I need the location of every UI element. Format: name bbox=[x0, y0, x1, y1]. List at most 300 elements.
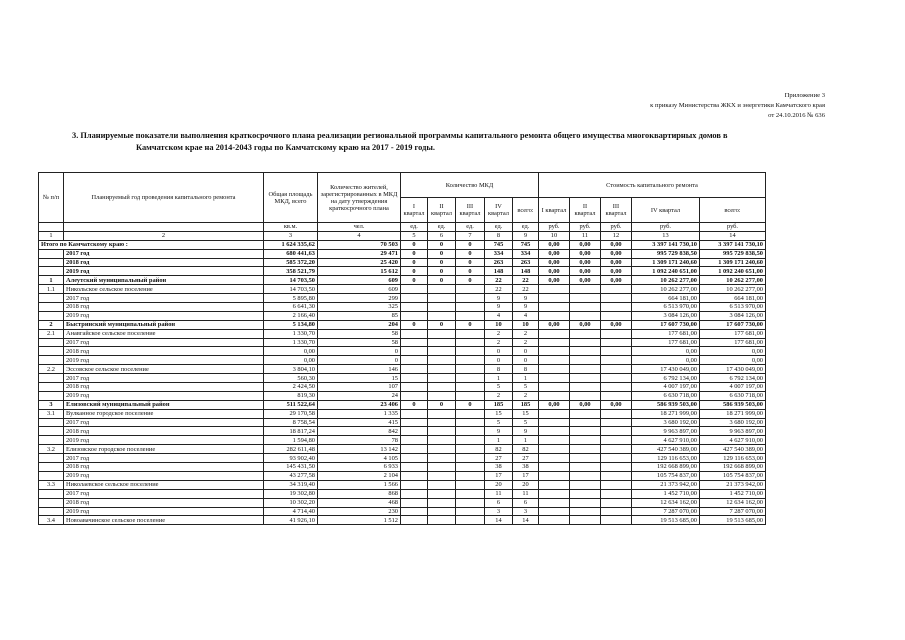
table-cell: 0 bbox=[513, 356, 539, 365]
table-cell: 4 bbox=[513, 311, 539, 320]
table-cell: 78 bbox=[318, 436, 401, 445]
table-cell bbox=[601, 480, 632, 489]
table-cell: 145 431,50 bbox=[264, 463, 318, 472]
table-cell: 105 754 837,00 bbox=[700, 471, 766, 480]
table-cell: 58 bbox=[318, 329, 401, 338]
table-cell bbox=[456, 489, 485, 498]
table-cell: 10 bbox=[485, 320, 513, 329]
table-row bbox=[39, 294, 766, 303]
table-cell: 0 bbox=[401, 267, 428, 276]
table-cell: 22 bbox=[513, 276, 539, 285]
table-cell bbox=[39, 471, 64, 480]
table-cell bbox=[456, 418, 485, 427]
table-cell: 609 bbox=[318, 285, 401, 294]
table-cell: 3 680 192,00 bbox=[700, 418, 766, 427]
approval-line-3: от 24.10.2016 № 636 bbox=[768, 112, 825, 119]
table-cell: 2018 год bbox=[64, 258, 264, 267]
table-cell: Быстринский муниципальный район bbox=[64, 320, 264, 329]
table-cell: 2019 год bbox=[64, 267, 264, 276]
table-cell bbox=[601, 516, 632, 525]
table-cell bbox=[401, 374, 428, 383]
header-cost-total: всего: bbox=[700, 198, 766, 223]
table-cell bbox=[539, 418, 570, 427]
table-cell: 0 bbox=[485, 356, 513, 365]
header-cost-q1: I квартал bbox=[539, 198, 570, 223]
table-cell: 745 bbox=[513, 240, 539, 249]
table-cell bbox=[39, 427, 64, 436]
table-cell bbox=[428, 409, 456, 418]
table-cell bbox=[428, 463, 456, 472]
table-cell: кв.м. bbox=[264, 223, 318, 232]
table-cell: 0 bbox=[401, 400, 428, 409]
table-cell bbox=[428, 338, 456, 347]
table-cell: 2.2 bbox=[39, 365, 64, 374]
table-cell: 680 441,63 bbox=[264, 249, 318, 258]
table-cell: 18 271 999,00 bbox=[632, 409, 700, 418]
table-cell: 29 170,58 bbox=[264, 409, 318, 418]
table-cell bbox=[428, 311, 456, 320]
table-cell bbox=[570, 418, 601, 427]
table-cell bbox=[539, 391, 570, 400]
table-cell: 12 634 162,00 bbox=[700, 498, 766, 507]
table-row bbox=[39, 445, 766, 454]
table-cell: 334 bbox=[485, 249, 513, 258]
table-cell bbox=[570, 374, 601, 383]
table-cell bbox=[601, 436, 632, 445]
table-cell bbox=[39, 267, 64, 276]
table-cell: 2 bbox=[485, 338, 513, 347]
table-cell: 177 681,00 bbox=[700, 338, 766, 347]
table-cell: 82 bbox=[513, 445, 539, 454]
table-cell: 12 634 162,00 bbox=[632, 498, 700, 507]
table-cell: 0 bbox=[401, 276, 428, 285]
table-cell bbox=[428, 383, 456, 392]
table-cell: 18 271 999,00 bbox=[700, 409, 766, 418]
table-cell: 2 bbox=[39, 320, 64, 329]
table-cell: 9 bbox=[513, 231, 539, 240]
table-cell: 10 bbox=[513, 320, 539, 329]
table-cell: руб. bbox=[632, 223, 700, 232]
document-title bbox=[72, 130, 832, 154]
table-cell bbox=[428, 507, 456, 516]
table-cell bbox=[601, 489, 632, 498]
table-cell bbox=[401, 383, 428, 392]
table-cell bbox=[539, 516, 570, 525]
table-cell bbox=[428, 391, 456, 400]
table-cell: 6 513 970,00 bbox=[632, 303, 700, 312]
table-cell bbox=[401, 498, 428, 507]
table-cell: 664 181,00 bbox=[632, 294, 700, 303]
table-cell: 1.1 bbox=[39, 285, 64, 294]
table-cell bbox=[401, 329, 428, 338]
table-cell bbox=[456, 329, 485, 338]
table-cell: 9 bbox=[485, 427, 513, 436]
table-cell bbox=[401, 480, 428, 489]
table-cell bbox=[401, 471, 428, 480]
table-cell: 19 513 685,00 bbox=[632, 516, 700, 525]
table-row bbox=[39, 516, 766, 525]
table-cell: 0 bbox=[401, 258, 428, 267]
table-cell: 14 bbox=[700, 231, 766, 240]
table-cell: 17 bbox=[485, 471, 513, 480]
table-cell: 3 bbox=[485, 507, 513, 516]
table-cell bbox=[456, 480, 485, 489]
table-cell: 0,00 bbox=[539, 276, 570, 285]
table-cell: 230 bbox=[318, 507, 401, 516]
table-cell: 107 bbox=[318, 383, 401, 392]
table-cell: 148 bbox=[513, 267, 539, 276]
header-q4: IV квартал bbox=[485, 198, 513, 223]
table-cell: 9 963 897,00 bbox=[632, 427, 700, 436]
table-cell: 22 bbox=[513, 285, 539, 294]
table-cell bbox=[456, 427, 485, 436]
table-row bbox=[39, 400, 766, 409]
table-cell bbox=[401, 356, 428, 365]
table-cell: 8 bbox=[513, 365, 539, 374]
table-cell bbox=[539, 356, 570, 365]
table-cell bbox=[539, 409, 570, 418]
table-cell bbox=[428, 516, 456, 525]
table-cell: 9 bbox=[513, 303, 539, 312]
table-cell: 0,00 bbox=[632, 356, 700, 365]
table-cell: 2 bbox=[513, 391, 539, 400]
table-cell bbox=[539, 498, 570, 507]
table-cell: 0 bbox=[456, 258, 485, 267]
table-cell bbox=[39, 258, 64, 267]
table-cell: 2017 год bbox=[64, 454, 264, 463]
table-cell: 20 bbox=[513, 480, 539, 489]
table-cell bbox=[601, 311, 632, 320]
table-cell bbox=[570, 445, 601, 454]
table-cell: 6 641,30 bbox=[264, 303, 318, 312]
table-cell bbox=[39, 303, 64, 312]
table-cell bbox=[39, 463, 64, 472]
table-cell: 41 926,10 bbox=[264, 516, 318, 525]
table-cell: 4 007 197,00 bbox=[700, 383, 766, 392]
table-cell: 5 134,80 bbox=[264, 320, 318, 329]
table-cell: 7 bbox=[456, 231, 485, 240]
header-num: № п/п bbox=[39, 173, 64, 223]
table-row bbox=[39, 249, 766, 258]
table-cell: 38 bbox=[513, 463, 539, 472]
table-cell: 1 452 710,00 bbox=[632, 489, 700, 498]
table-cell: 0,00 bbox=[264, 356, 318, 365]
table-cell bbox=[456, 374, 485, 383]
table-cell bbox=[539, 294, 570, 303]
table-cell bbox=[570, 427, 601, 436]
table-cell bbox=[428, 445, 456, 454]
table-row bbox=[39, 471, 766, 480]
table-cell bbox=[401, 507, 428, 516]
table-cell: 21 373 942,00 bbox=[700, 480, 766, 489]
table-cell: 85 bbox=[318, 311, 401, 320]
table-cell: 14 bbox=[485, 516, 513, 525]
table-row bbox=[39, 409, 766, 418]
table-cell bbox=[39, 498, 64, 507]
table-cell: 560,30 bbox=[264, 374, 318, 383]
approval-line-1: Приложение 3 bbox=[784, 92, 825, 99]
table-cell bbox=[539, 347, 570, 356]
table-cell: 15 bbox=[513, 409, 539, 418]
table-cell bbox=[456, 507, 485, 516]
table-cell: 9 bbox=[485, 294, 513, 303]
table-cell: 0 bbox=[401, 249, 428, 258]
table-cell bbox=[428, 294, 456, 303]
table-cell bbox=[601, 365, 632, 374]
table-row bbox=[39, 329, 766, 338]
table-cell bbox=[401, 285, 428, 294]
table-cell bbox=[570, 498, 601, 507]
table-cell: Вулканное городское поселение bbox=[64, 409, 264, 418]
table-cell: 0,00 bbox=[570, 249, 601, 258]
table-cell bbox=[456, 356, 485, 365]
table-cell: 17 bbox=[513, 471, 539, 480]
table-cell: 177 681,00 bbox=[700, 329, 766, 338]
table-cell bbox=[601, 285, 632, 294]
table-cell: 299 bbox=[318, 294, 401, 303]
table-cell bbox=[539, 471, 570, 480]
table-cell: чел. bbox=[318, 223, 401, 232]
table-cell: 8 758,54 bbox=[264, 418, 318, 427]
table-cell: 2018 год bbox=[64, 427, 264, 436]
header-q2: II квартал bbox=[428, 198, 456, 223]
table-cell: 17 430 049,00 bbox=[632, 365, 700, 374]
table-cell bbox=[601, 329, 632, 338]
header-q3: III квартал bbox=[456, 198, 485, 223]
table-cell bbox=[401, 418, 428, 427]
table-cell bbox=[456, 516, 485, 525]
table-cell: 105 754 837,00 bbox=[632, 471, 700, 480]
table-cell bbox=[601, 498, 632, 507]
header-cost: Стоимость капитального ремонта bbox=[539, 173, 766, 198]
table-cell: 0,00 bbox=[632, 347, 700, 356]
table-cell: 0 bbox=[456, 276, 485, 285]
table-cell bbox=[428, 498, 456, 507]
table-row bbox=[39, 347, 766, 356]
table-cell bbox=[456, 365, 485, 374]
table-cell: 586 939 503,00 bbox=[700, 400, 766, 409]
table-cell bbox=[39, 347, 64, 356]
table-cell bbox=[570, 436, 601, 445]
table-cell: 43 277,58 bbox=[264, 471, 318, 480]
table-cell bbox=[539, 489, 570, 498]
table-cell: ед. bbox=[428, 223, 456, 232]
table-cell bbox=[456, 338, 485, 347]
table-cell bbox=[39, 374, 64, 383]
table-cell: 10 bbox=[539, 231, 570, 240]
table-cell: 358 521,79 bbox=[264, 267, 318, 276]
table-cell: 13 bbox=[632, 231, 700, 240]
table-cell: Итого по Камчатскому краю : bbox=[39, 240, 264, 249]
table-cell: 2019 год bbox=[64, 356, 264, 365]
table-cell bbox=[539, 383, 570, 392]
table-cell bbox=[428, 285, 456, 294]
table-cell: 0 bbox=[456, 267, 485, 276]
units-row bbox=[39, 223, 766, 232]
table-cell bbox=[39, 338, 64, 347]
table-cell: 14 703,50 bbox=[264, 285, 318, 294]
table-cell: 5 bbox=[401, 231, 428, 240]
table-cell: 0 bbox=[456, 240, 485, 249]
table-cell bbox=[401, 347, 428, 356]
table-cell: 24 bbox=[318, 391, 401, 400]
header-cost-q3: III квартал bbox=[601, 198, 632, 223]
table-cell bbox=[39, 383, 64, 392]
table-cell: 2 bbox=[64, 231, 264, 240]
table-cell: 415 bbox=[318, 418, 401, 427]
table-cell: 17 607 730,00 bbox=[700, 320, 766, 329]
table-row bbox=[39, 258, 766, 267]
approval-note bbox=[650, 91, 825, 121]
table-cell bbox=[39, 311, 64, 320]
table-cell: 2 bbox=[485, 391, 513, 400]
table-cell: 20 bbox=[485, 480, 513, 489]
table-cell: 6 792 134,00 bbox=[700, 374, 766, 383]
table-cell: 1 566 bbox=[318, 480, 401, 489]
table-cell bbox=[428, 480, 456, 489]
table-row bbox=[39, 436, 766, 445]
table-cell: 19 302,80 bbox=[264, 489, 318, 498]
table-row bbox=[39, 489, 766, 498]
table-cell: 6 933 bbox=[318, 463, 401, 472]
table-cell: 0 bbox=[456, 320, 485, 329]
table-cell: 27 bbox=[513, 454, 539, 463]
table-cell: 3 bbox=[264, 231, 318, 240]
table-cell bbox=[570, 454, 601, 463]
table-cell: 2019 год bbox=[64, 471, 264, 480]
table-cell bbox=[601, 303, 632, 312]
table-cell bbox=[539, 480, 570, 489]
table-cell: 263 bbox=[513, 258, 539, 267]
approval-line-2: к приказу Министерства ЖКХ и энергетики Камчатского края bbox=[650, 102, 825, 109]
table-cell bbox=[401, 454, 428, 463]
table-cell: 0,00 bbox=[601, 258, 632, 267]
table-cell bbox=[428, 303, 456, 312]
table-cell bbox=[401, 303, 428, 312]
plan-table bbox=[38, 172, 766, 525]
table-cell: 0,00 bbox=[570, 258, 601, 267]
table-cell: 2018 год bbox=[64, 463, 264, 472]
table-cell: 192 668 899,00 bbox=[632, 463, 700, 472]
table-cell bbox=[570, 489, 601, 498]
table-cell: 1 512 bbox=[318, 516, 401, 525]
table-cell bbox=[456, 383, 485, 392]
table-cell bbox=[570, 329, 601, 338]
table-cell bbox=[570, 516, 601, 525]
table-cell: 19 513 685,00 bbox=[700, 516, 766, 525]
table-cell: 2017 год bbox=[64, 249, 264, 258]
table-row bbox=[39, 311, 766, 320]
table-cell: 0,00 bbox=[700, 347, 766, 356]
table-cell bbox=[570, 463, 601, 472]
table-cell: 2017 год bbox=[64, 374, 264, 383]
table-cell bbox=[39, 454, 64, 463]
table-row bbox=[39, 463, 766, 472]
table-cell: 1 bbox=[485, 374, 513, 383]
table-cell: 1 330,70 bbox=[264, 329, 318, 338]
table-cell: 0 bbox=[428, 240, 456, 249]
table-cell: 468 bbox=[318, 498, 401, 507]
table-cell: Анавгайское сельское поселение bbox=[64, 329, 264, 338]
table-cell: 22 bbox=[485, 285, 513, 294]
table-cell: 3 804,10 bbox=[264, 365, 318, 374]
table-cell: 2019 год bbox=[64, 507, 264, 516]
table-cell bbox=[601, 454, 632, 463]
table-cell: ед. bbox=[485, 223, 513, 232]
table-cell: 0,00 bbox=[539, 258, 570, 267]
table-cell: 1 452 710,00 bbox=[700, 489, 766, 498]
table-cell: 10 262 277,00 bbox=[700, 285, 766, 294]
table-cell bbox=[401, 409, 428, 418]
table-cell bbox=[428, 418, 456, 427]
header-year: Планируемый год проведения капитального ремонта bbox=[64, 173, 264, 223]
table-cell: 325 bbox=[318, 303, 401, 312]
table-cell: 9 bbox=[513, 427, 539, 436]
table-row bbox=[39, 383, 766, 392]
table-row bbox=[39, 267, 766, 276]
table-cell: 27 bbox=[485, 454, 513, 463]
header-total: всего: bbox=[513, 198, 539, 223]
table-cell: 0,00 bbox=[601, 320, 632, 329]
table-cell: 8 bbox=[485, 231, 513, 240]
table-cell: 15 bbox=[485, 409, 513, 418]
table-cell: 1 330,70 bbox=[264, 338, 318, 347]
table-cell bbox=[539, 463, 570, 472]
table-cell bbox=[456, 285, 485, 294]
table-cell: Никольское сельское поселение bbox=[64, 285, 264, 294]
table-cell: 995 729 838,50 bbox=[632, 249, 700, 258]
table-row bbox=[39, 338, 766, 347]
table-cell: 2 bbox=[513, 329, 539, 338]
table-cell: 1 bbox=[513, 436, 539, 445]
table-cell: 0,00 bbox=[539, 400, 570, 409]
table-cell bbox=[539, 338, 570, 347]
table-cell bbox=[39, 223, 64, 232]
table-cell: 0 bbox=[456, 249, 485, 258]
header-area: Общая площадь МКД, всего bbox=[264, 173, 318, 223]
table-cell bbox=[401, 294, 428, 303]
table-cell bbox=[570, 383, 601, 392]
table-cell: 0 bbox=[428, 320, 456, 329]
table-row bbox=[39, 374, 766, 383]
table-cell: 2018 год bbox=[64, 303, 264, 312]
table-cell: 4 105 bbox=[318, 454, 401, 463]
table-cell: 1 092 240 651,00 bbox=[700, 267, 766, 276]
table-cell: 34 319,40 bbox=[264, 480, 318, 489]
table-cell: 58 bbox=[318, 338, 401, 347]
table-cell: 14 bbox=[513, 516, 539, 525]
table-row bbox=[39, 427, 766, 436]
table-cell: 6 bbox=[513, 498, 539, 507]
table-cell: 4 627 910,00 bbox=[700, 436, 766, 445]
table-cell: 21 373 942,00 bbox=[632, 480, 700, 489]
table-cell: 0 bbox=[428, 276, 456, 285]
table-cell bbox=[401, 516, 428, 525]
header-row-1 bbox=[39, 173, 766, 198]
table-cell: 11 bbox=[570, 231, 601, 240]
header-q1: I квартал bbox=[401, 198, 428, 223]
table-cell: 10 262 277,00 bbox=[632, 276, 700, 285]
table-cell: 0,00 bbox=[700, 356, 766, 365]
table-cell: 10 262 277,00 bbox=[700, 276, 766, 285]
table-cell: 0,00 bbox=[601, 240, 632, 249]
table-cell: 7 287 070,00 bbox=[700, 507, 766, 516]
table-row bbox=[39, 480, 766, 489]
table-cell bbox=[601, 427, 632, 436]
table-cell: 3.3 bbox=[39, 480, 64, 489]
table-cell: 511 522,64 bbox=[264, 400, 318, 409]
table-cell: 9 bbox=[513, 294, 539, 303]
